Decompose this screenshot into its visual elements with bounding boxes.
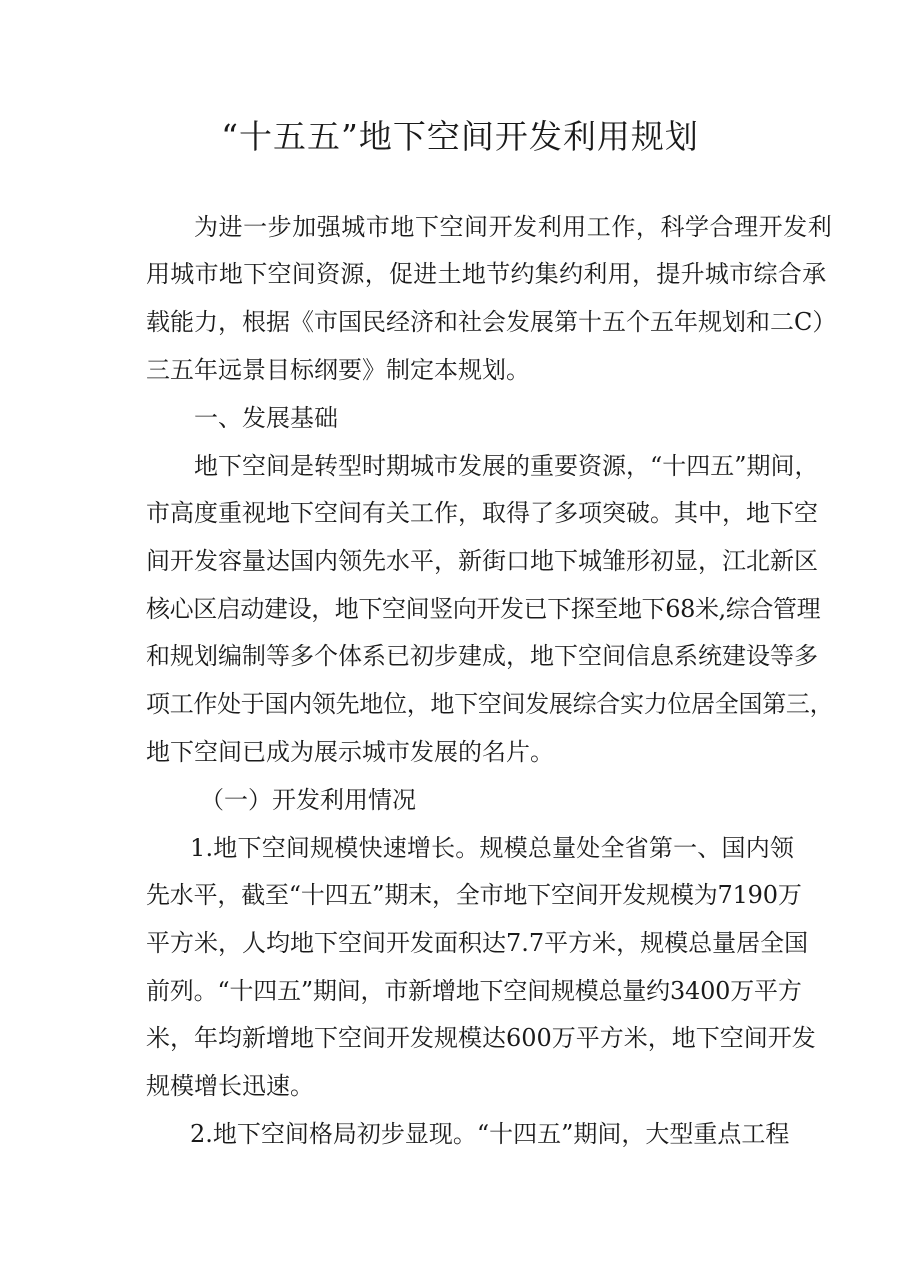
paragraph-line: 项工作处于国内领先地位，地下空间发展综合实力位居全国第三，: [146, 690, 834, 718]
document-title: “十五五”地下空间开发利用规划: [221, 117, 699, 156]
paragraph-line: 2.地下空间格局初步显现。“十四五”期间，大型重点工程: [190, 1120, 790, 1148]
paragraph-line: 核心区启动建设，地下空间竖向开发已下探至地下68米,综合管理: [146, 595, 821, 623]
paragraph-line: 规模增长迅速。: [146, 1072, 314, 1100]
subsection-heading: （一）开发利用情况: [200, 786, 416, 814]
paragraph-line: 前列。“十四五”期间，市新增地下空间规模总量约3400万平方: [146, 977, 802, 1005]
paragraph-line: 用城市地下空间资源，促进土地节约集约利用，提升城市综合承: [146, 260, 827, 288]
paragraph-line: 1.地下空间规模快速增长。规模总量处全省第一、国内领: [190, 834, 795, 862]
paragraph-line: 间开发容量达国内领先水平，新街口地下城雏形初显，江北新区: [146, 547, 818, 575]
section-heading: 一、发展基础: [194, 404, 338, 432]
paragraph-line: 先水平，截至“十四五”期末，全市地下空间开发规模为7190万: [146, 881, 802, 909]
paragraph-line: 地下空间是转型时期城市发展的重要资源，“十四五”期间，: [194, 452, 819, 480]
paragraph-line: 和规划编制等多个体系已初步建成，地下空间信息系统建设等多: [146, 642, 818, 670]
paragraph-line: 米，年均新增地下空间开发规模达600万平方米，地下空间开发: [146, 1024, 816, 1052]
paragraph-line: 为进一步加强城市地下空间开发利用工作，科学合理开发利: [194, 213, 833, 241]
paragraph-line: 平方米，人均地下空间开发面积达7.7平方米，规模总量居全国: [146, 929, 809, 957]
paragraph-line: 三五年远景目标纲要》制定本规划。: [146, 356, 530, 384]
paragraph-line: 地下空间已成为展示城市发展的名片。: [146, 738, 554, 766]
paragraph-line: 载能力，根据《市国民经济和社会发展第十五个五年规划和二C）: [146, 308, 837, 336]
paragraph-line: 市高度重视地下空间有关工作，取得了多项突破。其中，地下空: [146, 499, 818, 527]
